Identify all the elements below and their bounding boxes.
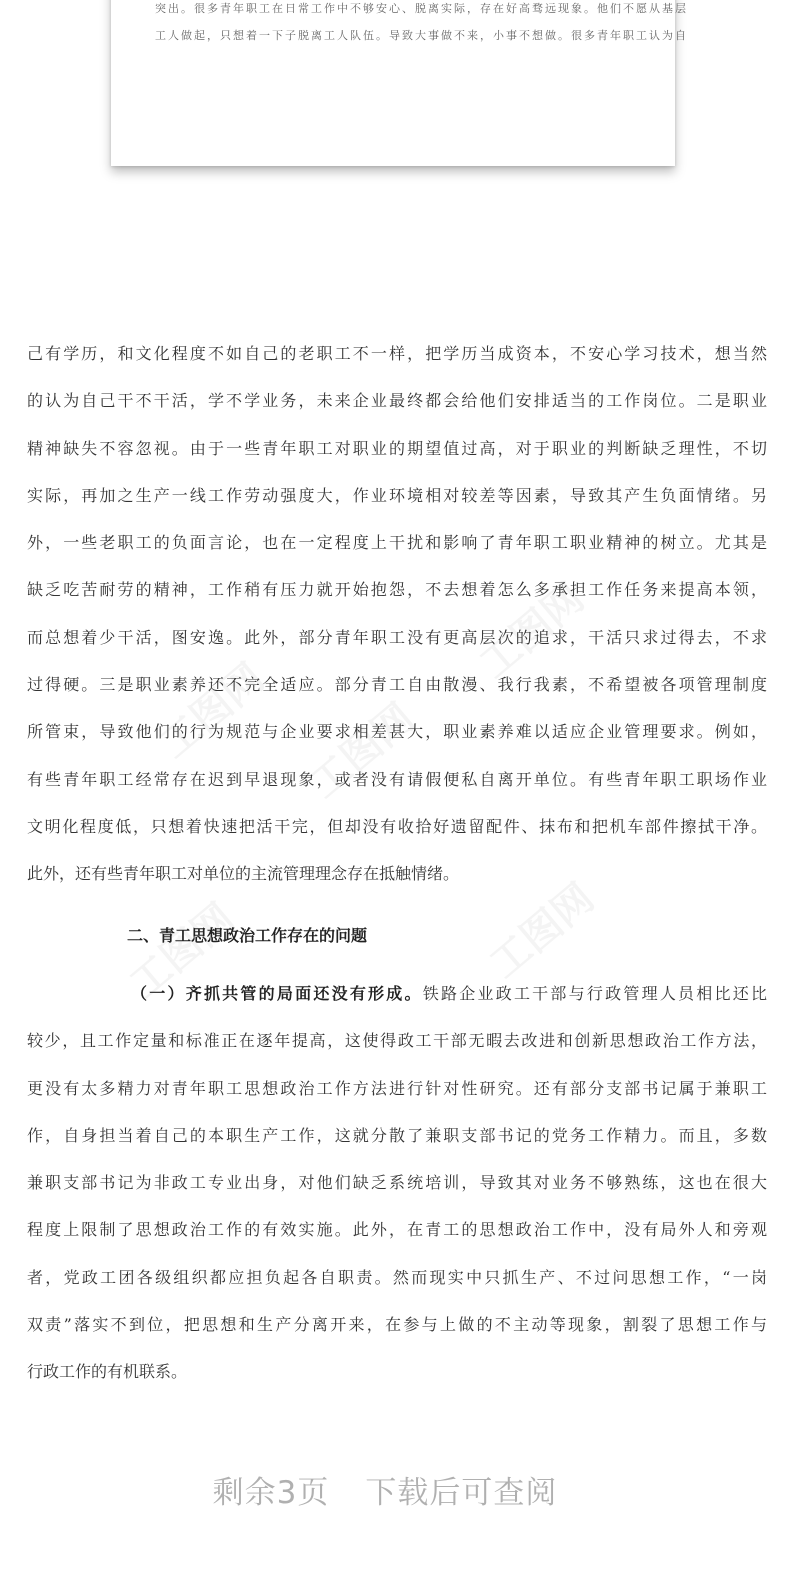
paragraph-joint-management [27,976,767,1402]
text-line: 实际，再加之生产一线工作劳动强度大，作业环境相对较差等因素，导致其产生负面情绪。另 [27,485,767,505]
paragraph-lead: （一）齐抓共管的局面还没有形成。 [131,984,423,1003]
text-line: 外，一些老职工的负面言论，也在一定程度上干扰和影响了青年职工职业精神的树立。尤其是 [27,533,767,553]
text-line: 此外，还有些青年职工对单位的主流管理理念存在抵触情绪。 [27,864,460,884]
text-line [27,976,767,1023]
text-line: 有些青年职工经常存在迟到早退现象，或者没有请假便私自离开单位。有些青年职工职场作业 [27,769,767,789]
text-line: 文明化程度低，只想着快速把活干完，但却没有收拾好遗留配件、抹布和把机车部件擦拭干净。 [27,816,767,836]
text-line: 者，党政工团各级组织都应担负起各自职责。然而现实中只抓生产、不过问思想工作，“一岗 [27,1267,767,1287]
text-line: 己有学历，和文化程度不如自己的老职工不一样，把学历当成资本，不安心学习技术，想当然 [27,344,767,363]
text-line: 较少，且工作定量和标准正在逐年提高，这使得政工干部无暇去改进和创新思想政治工作方法， [27,1031,767,1051]
text-line: 缺乏吃苦耐劳的精神，工作稍有压力就开始抱怨，不去想着怎么多承担工作任务来提高本领， [27,580,767,600]
section-heading: 二、青工思想政治工作存在的问题 [127,926,368,945]
text-line: 精神缺失不容忽视。由于一些青年职工对职业的期望值过高，对于职业的判断缺乏理性，不切 [27,438,767,458]
text-line: 程度上限制了思想政治工作的有效实施。此外，在青工的思想政治工作中，没有局外人和旁观 [27,1220,767,1240]
preview-line: 突出。很多青年职工在日常工作中不够安心、脱离实际，存在好高骛远现象。他们不愿从基层 [155,2,688,15]
preview-line: 工人做起，只想着一下子脱离工人队伍。导致大事做不来，小事不想做。很多青年职工认为自 [155,29,688,42]
paragraph-text: 铁路企业政工干部与行政管理人员相比还比 [422,984,767,1003]
text-line: 过得硬。三是职业素养还不完全适应。部分青工自由散漫、我行我素，不希望被各项管理制度 [27,675,767,695]
remaining-pages-label: 剩余3页 [212,1475,330,1511]
text-line: 双责”落实不到位，把思想和生产分离开来，在参与上做的不主动等现象，割裂了思想工作与 [27,1315,767,1335]
text-line: 行政工作的有机联系。 [27,1362,188,1382]
text-line: 的认为自己干不干活，学不学业务，未来企业最终都会给他们安排适当的工作岗位。二是职业 [27,391,767,411]
remaining-pages-notice[interactable] [0,1467,770,1512]
previous-page-preview [111,0,688,166]
text-line: 兼职支部书记为非政工专业出身，对他们缺乏系统培训，导致其对业务不够熟练，这也在很大 [27,1173,767,1193]
text-line: 作，自身担当着自己的本职生产工作，这就分散了兼职支部书记的党务工作精力。而且，多数 [27,1125,767,1145]
download-to-read-label: 下载后可查阅 [365,1475,558,1511]
text-line: 所管束，导致他们的行为规范与企业要求相差甚大，职业素养难以适应企业管理要求。例如， [27,722,767,742]
text-line: 而总想着少干活，图安逸。此外，部分青年职工没有更高层次的追求，干活只求过得去，不求 [27,627,767,647]
paragraph-career-issues [27,336,767,904]
text-line: 更没有太多精力对青年职工思想政治工作方法进行针对性研究。还有部分支部书记属于兼职工 [27,1078,767,1098]
